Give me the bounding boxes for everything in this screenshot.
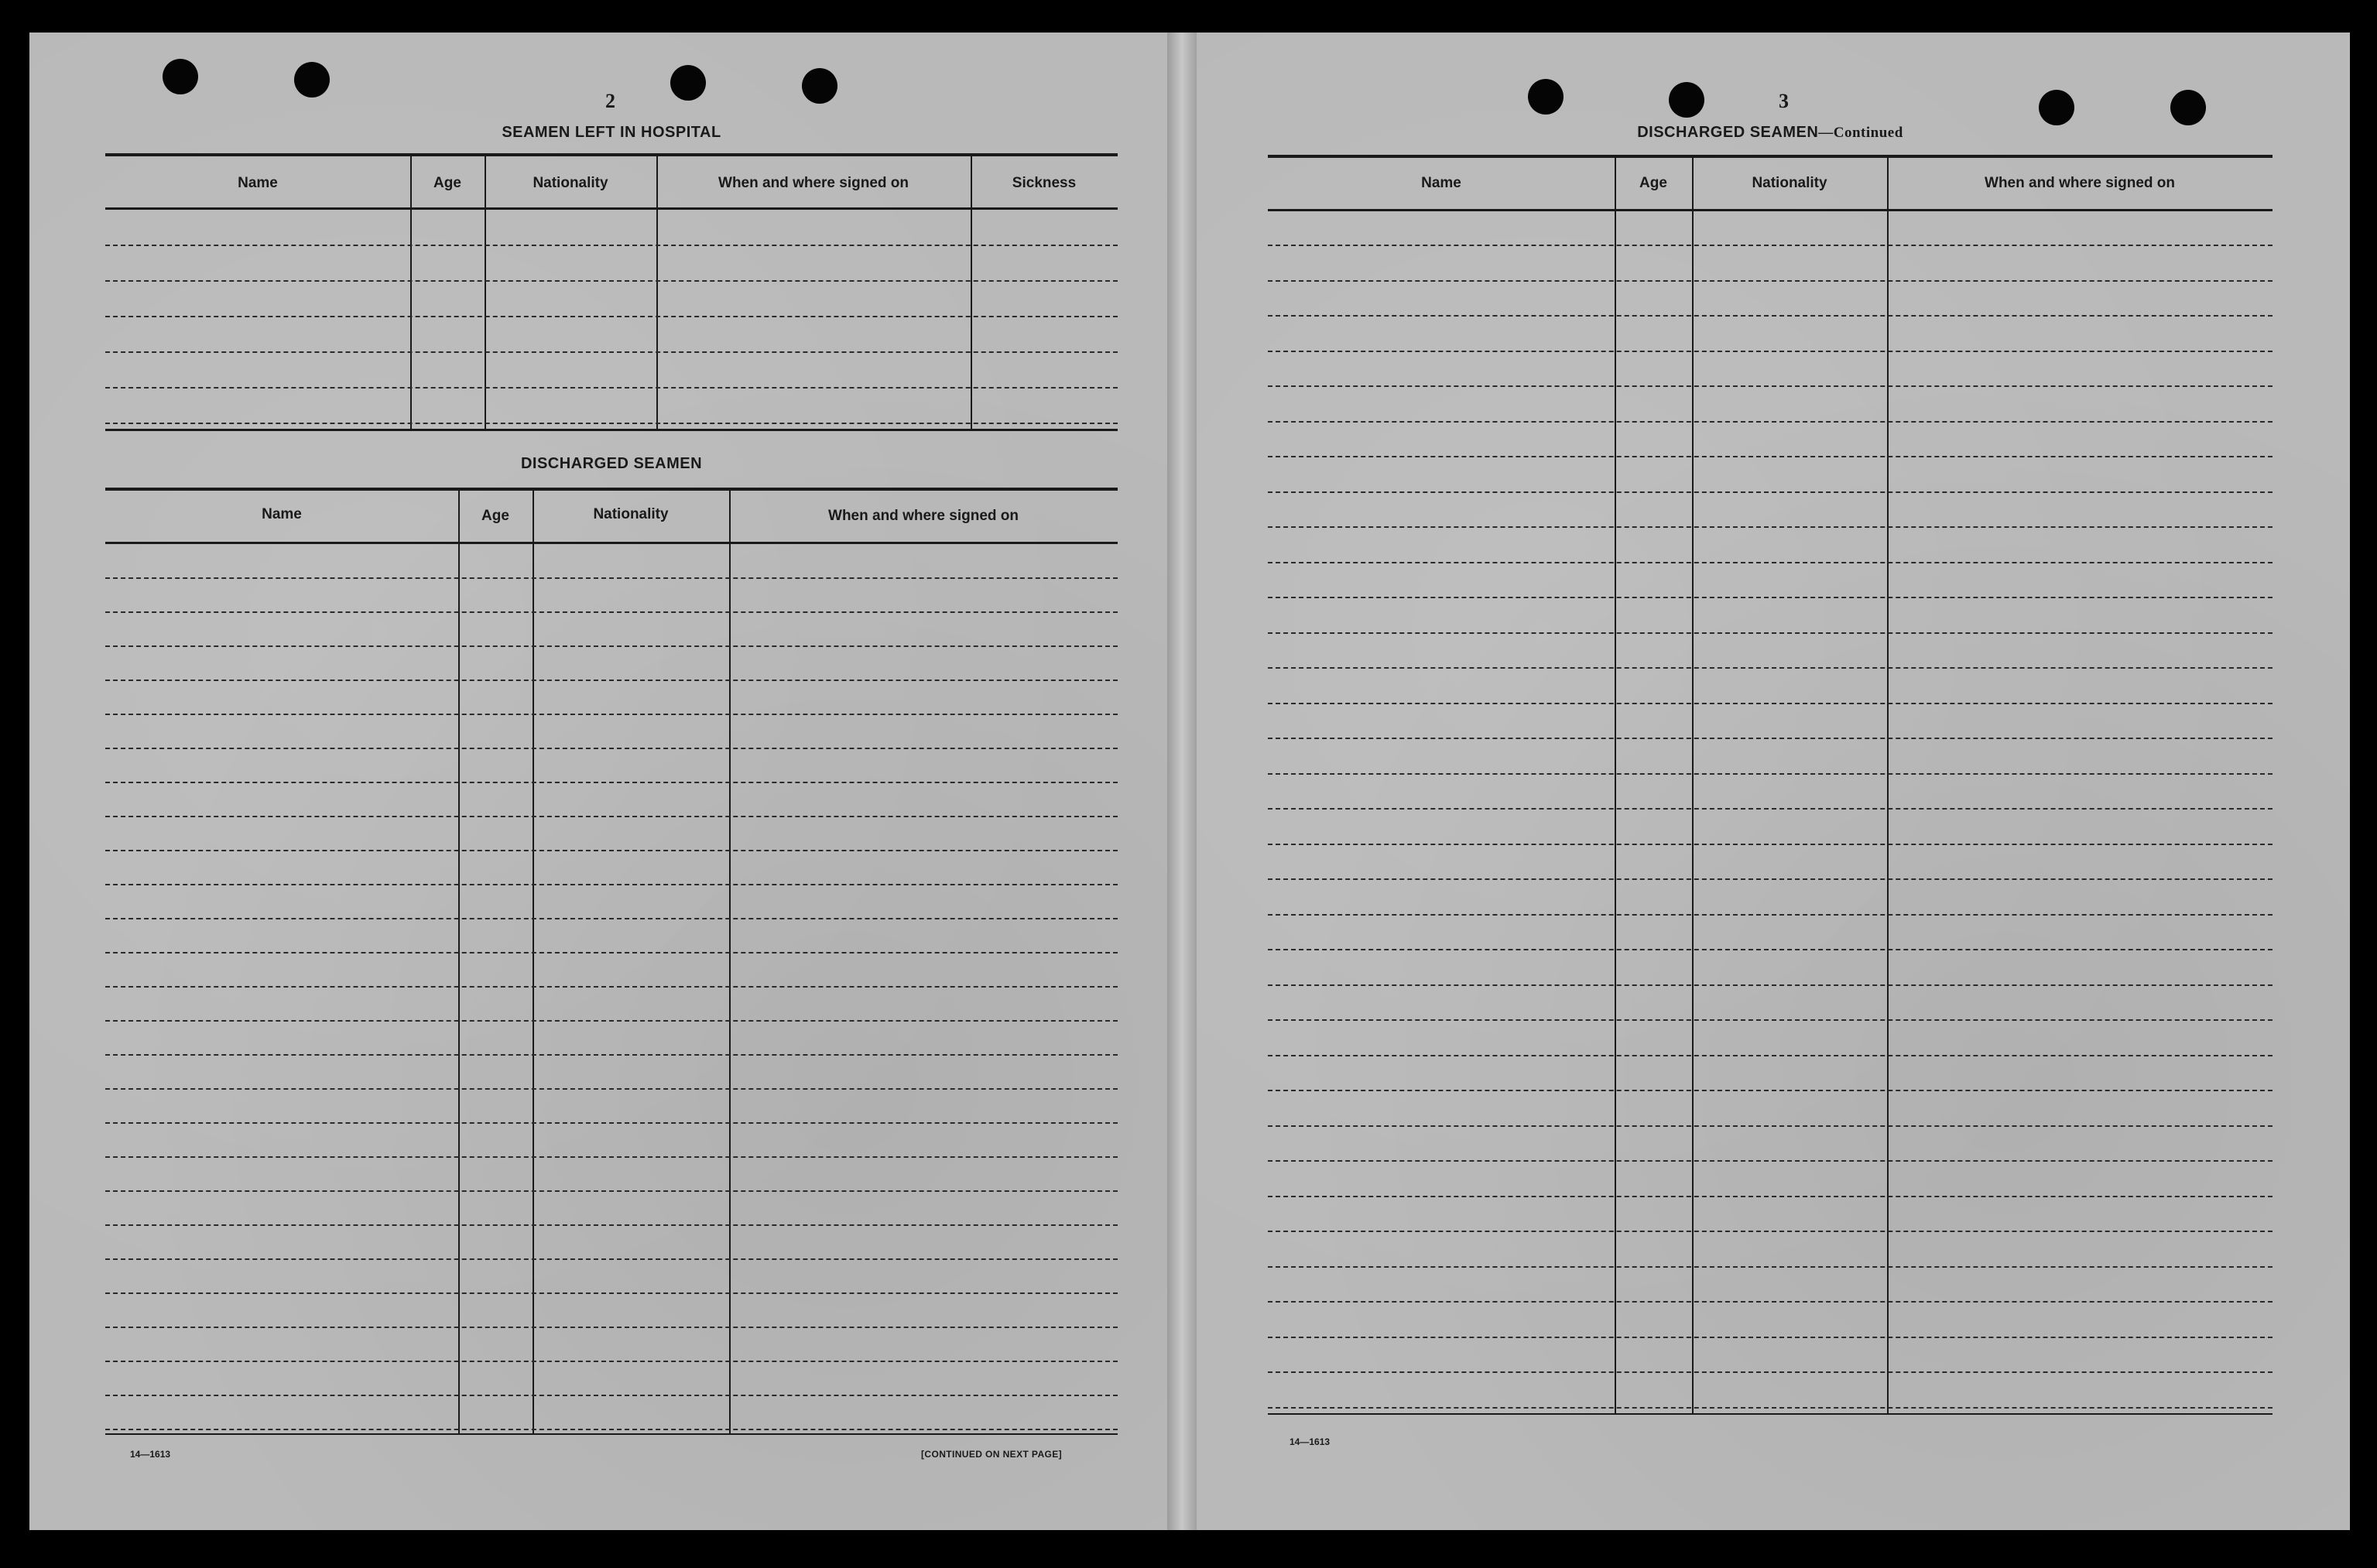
entry-line (1268, 456, 2273, 457)
entry-line (105, 1156, 1118, 1158)
entry-line (1268, 1371, 2273, 1373)
entry-line (1268, 949, 2273, 950)
entry-line (1268, 1407, 2273, 1409)
entry-line (105, 387, 1118, 389)
entry-line (105, 1395, 1118, 1396)
entry-line (1268, 1055, 2273, 1056)
punch-hole (802, 68, 837, 104)
hospital-table-header-rule (105, 207, 1118, 210)
hospital-col-name: Name (238, 175, 278, 191)
right-table-top-rule (1268, 155, 2273, 158)
page-fold (1167, 33, 1197, 1530)
hospital-table-top-rule (105, 153, 1118, 156)
entry-line (1268, 280, 2273, 282)
page-number-left: 2 (605, 90, 615, 112)
hospital-col-age: Age (433, 175, 461, 191)
entry-line (1268, 1160, 2273, 1162)
entry-line (1268, 632, 2273, 634)
entry-line (105, 1429, 1118, 1430)
hospital-col-nationality: Nationality (533, 175, 608, 191)
entry-line (1268, 1090, 2273, 1091)
entry-line (105, 986, 1118, 988)
entry-line (105, 577, 1118, 579)
right-col-signed-on: When and where signed on (1985, 175, 2175, 191)
entry-line (105, 1054, 1118, 1056)
entry-line (1268, 1019, 2273, 1021)
entry-line (1268, 984, 2273, 986)
discharged-col-age: Age (481, 508, 509, 524)
entry-line (105, 1122, 1118, 1124)
page-number-right: 3 (1779, 90, 1789, 112)
hospital-table-bottom-rule (105, 429, 1118, 431)
entry-line (105, 680, 1118, 681)
discharged-table-header-rule (105, 542, 1118, 544)
entry-line (1268, 667, 2273, 669)
entry-line (105, 351, 1118, 353)
entry-line (1268, 421, 2273, 423)
punch-hole (2170, 90, 2206, 125)
hospital-col-divider (485, 153, 486, 430)
punch-hole (294, 62, 330, 98)
entry-line (1268, 808, 2273, 810)
entry-line (1268, 385, 2273, 387)
entry-line (105, 1020, 1118, 1022)
discharged-col-divider (729, 488, 731, 1433)
entry-line (1268, 597, 2273, 598)
entry-line (105, 245, 1118, 246)
discharged-continued-title-main: DISCHARGED SEAMEN (1637, 124, 1819, 141)
entry-line (105, 1088, 1118, 1090)
entry-line (1268, 703, 2273, 704)
punch-hole (1669, 82, 1704, 118)
entry-line (1268, 844, 2273, 845)
discharged-col-name: Name (262, 506, 302, 522)
entry-line (1268, 1231, 2273, 1232)
hospital-col-divider (656, 153, 658, 430)
entry-line (1268, 738, 2273, 739)
entry-line (1268, 491, 2273, 493)
discharged-continued-title (1268, 124, 2273, 142)
discharged-col-signed-on: When and where signed on (828, 508, 1019, 524)
entry-line (1268, 315, 2273, 317)
right-page (1197, 33, 2350, 1530)
continued-note: [CONTINUED ON NEXT PAGE] (921, 1449, 1063, 1460)
entry-line (105, 850, 1118, 851)
discharged-table-top-rule (105, 488, 1118, 491)
right-col-name: Name (1421, 175, 1461, 191)
discharged-col-divider (458, 488, 460, 1433)
entry-line (1268, 526, 2273, 528)
punch-hole (670, 65, 706, 101)
entry-line (105, 884, 1118, 885)
discharged-continued-suffix: —Continued (1818, 125, 1903, 141)
entry-line (105, 1327, 1118, 1328)
entry-line (1268, 1266, 2273, 1268)
entry-line (105, 952, 1118, 953)
right-table-bottom-rule (1268, 1413, 2273, 1415)
discharged-col-divider (533, 488, 534, 1433)
entry-line (1268, 1337, 2273, 1338)
right-col-divider (1692, 155, 1694, 1413)
entry-line (105, 316, 1118, 317)
entry-line (1268, 245, 2273, 246)
discharged-table-bottom-rule (105, 1433, 1118, 1435)
form-code-right: 14—1613 (1290, 1436, 1331, 1447)
entry-line (1268, 1301, 2273, 1303)
entry-line (105, 1224, 1118, 1226)
hospital-col-divider (971, 153, 972, 430)
entry-line (105, 1190, 1118, 1192)
entry-line (105, 748, 1118, 749)
discharged-section-title: DISCHARGED SEAMEN (520, 455, 703, 472)
entry-line (1268, 1196, 2273, 1197)
hospital-section-title: SEAMEN LEFT IN HOSPITAL (502, 124, 721, 141)
hospital-col-signed-on: When and where signed on (718, 175, 909, 191)
entry-line (1268, 878, 2273, 880)
entry-line (1268, 914, 2273, 916)
entry-line (105, 1292, 1118, 1294)
entry-line (1268, 562, 2273, 563)
punch-hole (2039, 90, 2074, 125)
entry-line (1268, 1125, 2273, 1127)
right-table-header-rule (1268, 209, 2273, 211)
entry-line (105, 816, 1118, 817)
entry-line (1268, 351, 2273, 352)
right-col-nationality: Nationality (1752, 175, 1827, 191)
right-col-divider (1887, 155, 1889, 1413)
form-code-left: 14—1613 (130, 1449, 171, 1460)
hospital-col-divider (410, 153, 412, 430)
entry-line (105, 280, 1118, 282)
entry-line (105, 423, 1118, 424)
entry-line (105, 611, 1118, 613)
punch-hole (163, 59, 198, 94)
punch-hole (1528, 79, 1564, 115)
right-col-age: Age (1639, 175, 1667, 191)
entry-line (105, 918, 1118, 919)
entry-line (105, 782, 1118, 783)
entry-line (105, 714, 1118, 715)
entry-line (105, 1361, 1118, 1362)
discharged-col-nationality: Nationality (593, 506, 669, 522)
entry-line (1268, 773, 2273, 775)
entry-line (105, 1258, 1118, 1260)
right-col-divider (1615, 155, 1616, 1413)
entry-line (105, 645, 1118, 647)
hospital-col-sickness: Sickness (1012, 175, 1077, 191)
